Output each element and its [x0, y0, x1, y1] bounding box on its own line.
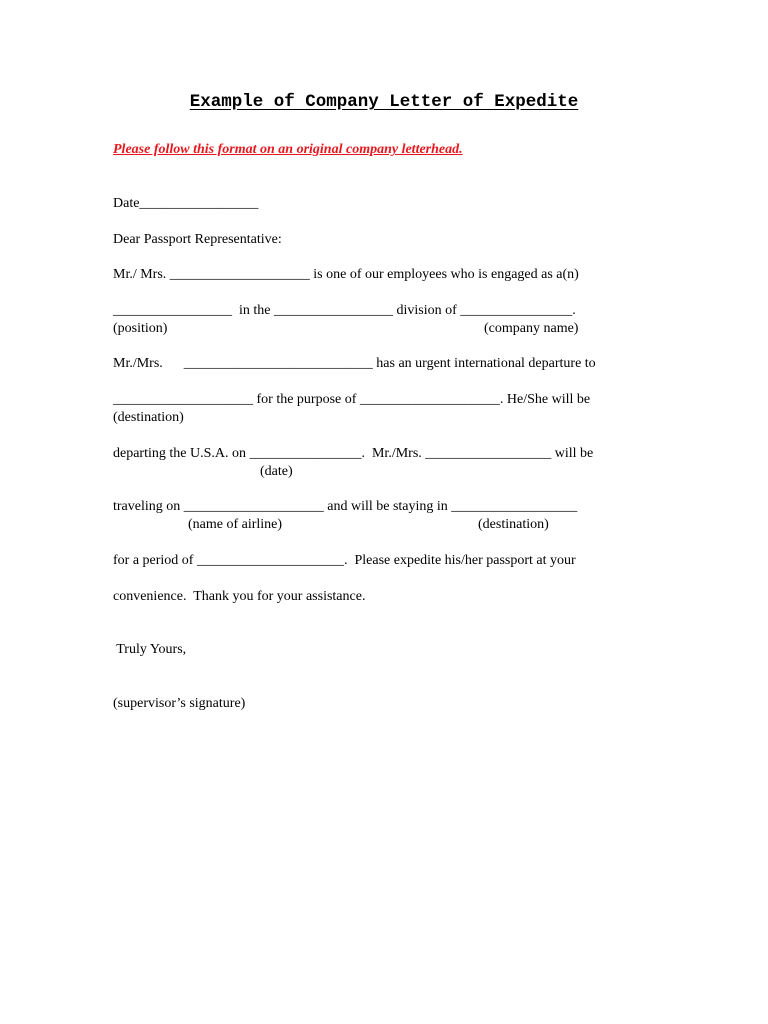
convenience-line: convenience. Thank you for your assistance. — [113, 589, 366, 604]
period-line: for a period of _____________________. Please expedite his/her passport at your — [113, 553, 576, 568]
purpose-line: ____________________ for the purpose of ____________________. He/She will be — [113, 392, 591, 407]
company-name-label: (company name) — [484, 321, 579, 336]
position-line: _________________ in the _________________ division of ________________. — [113, 303, 576, 318]
document-title: Example of Company Letter of Expedite — [189, 92, 579, 112]
position-label: (position) — [113, 321, 168, 336]
destination-label-2: (destination) — [478, 517, 549, 532]
destination-label: (destination) — [113, 410, 184, 425]
airline-label: (name of airline) — [188, 517, 283, 532]
traveling-line: traveling on ____________________ and will be staying in __________________ — [113, 499, 578, 514]
departing-line: departing the U.S.A. on ________________. Mr./Mrs. __________________ will be — [113, 446, 594, 461]
signature-label: (supervisor’s signature) — [113, 696, 246, 711]
employee-line: Mr./ Mrs. ____________________ is one of our employees who is engaged as a(n) — [113, 267, 579, 282]
departure-line: Mr./Mrs. ___________________________ has an urgent international departure to — [113, 356, 596, 371]
format-instruction-note: Please follow this format on an original company letterhead. — [113, 142, 463, 157]
date-label: (date) — [260, 464, 293, 479]
closing: Truly Yours, — [113, 642, 187, 657]
date-line: Date_________________ — [113, 196, 259, 211]
salutation: Dear Passport Representative: — [113, 232, 282, 247]
